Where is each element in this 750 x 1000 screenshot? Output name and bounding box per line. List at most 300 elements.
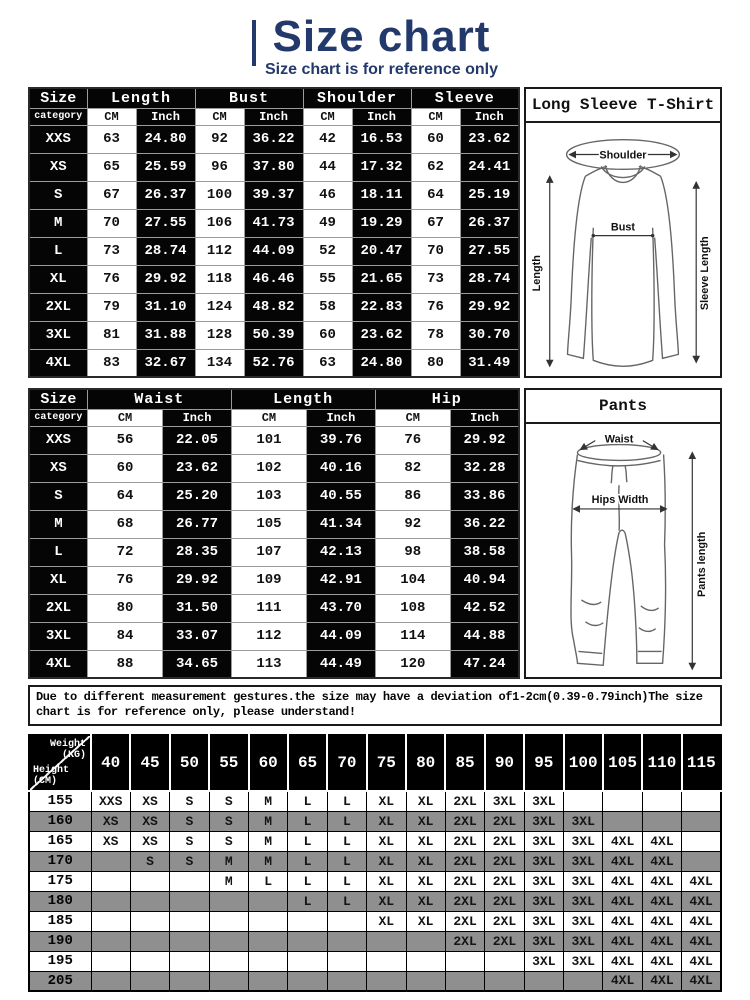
pants-cm-value: 112 (231, 622, 306, 650)
pants-cm-value: 109 (231, 566, 306, 594)
matrix-cell-170-105: 4XL (603, 851, 642, 871)
shoulder-dim-label: Shoulder (599, 149, 647, 162)
matrix-cell-170-115 (682, 851, 721, 871)
weight-header-115: 115 (682, 735, 721, 791)
shirt-cm-value: 106 (195, 209, 244, 237)
matrix-cell-180-50 (170, 891, 209, 911)
note-line-2: chart is for reference only, please understand! (36, 705, 356, 719)
matrix-cell-175-95: 3XL (524, 871, 563, 891)
pants-cm-value: 98 (375, 538, 450, 566)
matrix-cell-190-105: 4XL (603, 931, 642, 951)
shirt-cm-value: 92 (195, 125, 244, 153)
pants-inch-value: 43.70 (307, 594, 375, 622)
matrix-cell-170-65: L (288, 851, 327, 871)
matrix-cell-205-90 (485, 971, 524, 991)
shirt-inch-value: 18.11 (352, 181, 411, 209)
shirt-size-label: L (29, 237, 87, 265)
matrix-cell-165-40: XS (91, 831, 130, 851)
shirt-inch-value: 24.80 (352, 349, 411, 377)
matrix-cell-205-70 (327, 971, 366, 991)
pants-inch-value: 34.65 (163, 650, 231, 678)
page-header (0, 0, 750, 87)
pants-inch-value: 28.35 (163, 538, 231, 566)
shirt-inch-value: 29.92 (136, 265, 195, 293)
shirt-size-label: XL (29, 265, 87, 293)
shirt-inch-value: 31.49 (460, 349, 519, 377)
matrix-cell-165-50: S (170, 831, 209, 851)
pants-cm-value: 56 (87, 426, 162, 454)
pants-cm-value: 92 (375, 510, 450, 538)
matrix-row-175 (29, 871, 721, 891)
matrix-cell-170-90: 2XL (485, 851, 524, 871)
matrix-cell-205-40 (91, 971, 130, 991)
pants-inch-value: 42.13 (307, 538, 375, 566)
shirt-cm-value: 58 (303, 293, 352, 321)
shirt-inch-value: 46.46 (244, 265, 303, 293)
matrix-cell-195-70 (327, 951, 366, 971)
matrix-cell-170-70: L (327, 851, 366, 871)
shirt-size-label: M (29, 209, 87, 237)
shirt-cm-value: 124 (195, 293, 244, 321)
matrix-cell-155-110 (642, 791, 681, 811)
shirt-size-label: S (29, 181, 87, 209)
matrix-cell-190-40 (91, 931, 130, 951)
matrix-cell-195-95: 3XL (524, 951, 563, 971)
shirt-cm-value: 60 (303, 321, 352, 349)
pants-inch-value: 40.55 (307, 482, 375, 510)
height-label-155: 155 (29, 791, 91, 811)
matrix-cell-165-70: L (327, 831, 366, 851)
shirt-inch-value: 21.65 (352, 265, 411, 293)
matrix-cell-160-55: S (209, 811, 248, 831)
pants-size-label: L (29, 538, 87, 566)
matrix-cell-160-110 (642, 811, 681, 831)
title-accent-bar (252, 20, 256, 66)
matrix-cell-205-60 (249, 971, 288, 991)
weight-header-70: 70 (327, 735, 366, 791)
matrix-cell-205-110: 4XL (642, 971, 681, 991)
pants-unit-inch-1: Inch (307, 409, 375, 426)
shirt-inch-value: 37.80 (244, 153, 303, 181)
matrix-cell-155-75: XL (367, 791, 406, 811)
pants-size-label: M (29, 510, 87, 538)
pants-inch-value: 44.49 (307, 650, 375, 678)
pants-cm-value: 88 (87, 650, 162, 678)
matrix-cell-170-40 (91, 851, 130, 871)
shirt-cm-value: 46 (303, 181, 352, 209)
matrix-cell-180-90: 2XL (485, 891, 524, 911)
matrix-cell-165-95: 3XL (524, 831, 563, 851)
matrix-cell-175-115: 4XL (682, 871, 721, 891)
matrix-cell-180-45 (130, 891, 169, 911)
shirt-inch-value: 24.80 (136, 125, 195, 153)
pants-unit-cm-0: CM (87, 409, 162, 426)
matrix-cell-195-55 (209, 951, 248, 971)
pants-inch-value: 47.24 (451, 650, 519, 678)
matrix-cell-195-80 (406, 951, 445, 971)
pants-inch-value: 41.34 (307, 510, 375, 538)
matrix-cell-190-55 (209, 931, 248, 951)
shirt-size-label: XS (29, 153, 87, 181)
matrix-cell-165-65: L (288, 831, 327, 851)
shirt-inch-value: 22.83 (352, 293, 411, 321)
matrix-cell-180-115: 4XL (682, 891, 721, 911)
matrix-cell-190-60 (249, 931, 288, 951)
weight-header-40: 40 (91, 735, 130, 791)
pants-section (28, 388, 722, 679)
matrix-row-180 (29, 891, 721, 911)
matrix-cell-185-110: 4XL (642, 911, 681, 931)
shirt-cm-value: 70 (87, 209, 136, 237)
pants-inch-value: 33.07 (163, 622, 231, 650)
matrix-cell-205-100 (564, 971, 603, 991)
matrix-cell-170-55: M (209, 851, 248, 871)
matrix-cell-195-45 (130, 951, 169, 971)
shirt-inch-value: 48.82 (244, 293, 303, 321)
matrix-cell-195-40 (91, 951, 130, 971)
pants-inch-value: 39.76 (307, 426, 375, 454)
shirt-inch-value: 17.32 (352, 153, 411, 181)
long-sleeve-tshirt-figure (526, 123, 720, 376)
matrix-cell-170-60: M (249, 851, 288, 871)
pants-inch-value: 29.92 (163, 566, 231, 594)
shirt-inch-value: 26.37 (460, 209, 519, 237)
matrix-cell-175-50 (170, 871, 209, 891)
shirt-inch-value: 39.37 (244, 181, 303, 209)
matrix-cell-170-75: XL (367, 851, 406, 871)
matrix-cell-185-40 (91, 911, 130, 931)
pants-cm-value: 113 (231, 650, 306, 678)
matrix-cell-160-75: XL (367, 811, 406, 831)
matrix-cell-175-55: M (209, 871, 248, 891)
matrix-cell-205-105: 4XL (603, 971, 642, 991)
matrix-cell-175-80: XL (406, 871, 445, 891)
matrix-cell-180-105: 4XL (603, 891, 642, 911)
shirt-cm-value: 63 (303, 349, 352, 377)
shirt-cm-value: 60 (411, 125, 460, 153)
matrix-cell-160-65: L (288, 811, 327, 831)
matrix-cell-190-75 (367, 931, 406, 951)
shirt-unit-cm-1: CM (195, 108, 244, 125)
shirt-inch-value: 27.55 (460, 237, 519, 265)
pants-figure (526, 424, 720, 677)
weight-header-55: 55 (209, 735, 248, 791)
shirt-unit-inch-0: Inch (136, 108, 195, 125)
matrix-cell-175-100: 3XL (564, 871, 603, 891)
matrix-cell-165-80: XL (406, 831, 445, 851)
pants-corner-category: category (29, 409, 87, 426)
matrix-cell-160-85: 2XL (445, 811, 484, 831)
pants-group-waist: Waist (87, 389, 231, 409)
matrix-cell-185-95: 3XL (524, 911, 563, 931)
pants-cm-value: 108 (375, 594, 450, 622)
matrix-cell-190-50 (170, 931, 209, 951)
matrix-cell-205-115: 4XL (682, 971, 721, 991)
height-weight-matrix (28, 734, 722, 992)
matrix-cell-195-110: 4XL (642, 951, 681, 971)
matrix-cell-165-55: S (209, 831, 248, 851)
matrix-cell-190-80 (406, 931, 445, 951)
shirt-unit-cm-3: CM (411, 108, 460, 125)
shirt-cm-value: 67 (87, 181, 136, 209)
matrix-cell-205-85 (445, 971, 484, 991)
matrix-cell-160-60: M (249, 811, 288, 831)
pants-inch-value: 33.86 (451, 482, 519, 510)
pants-inch-value: 29.92 (451, 426, 519, 454)
pants-cm-value: 107 (231, 538, 306, 566)
pants-cm-value: 76 (87, 566, 162, 594)
weight-axis-label: Weight (KG) (49, 739, 86, 761)
matrix-corner-cell (29, 735, 91, 791)
matrix-cell-190-65 (288, 931, 327, 951)
weight-header-60: 60 (249, 735, 288, 791)
pants-cm-value: 72 (87, 538, 162, 566)
shirt-inch-value: 23.62 (460, 125, 519, 153)
pants-cm-value: 60 (87, 454, 162, 482)
pants-cm-value: 76 (375, 426, 450, 454)
matrix-cell-155-115 (682, 791, 721, 811)
shirt-inch-value: 27.55 (136, 209, 195, 237)
matrix-cell-185-75: XL (367, 911, 406, 931)
matrix-cell-175-75: XL (367, 871, 406, 891)
matrix-cell-185-60 (249, 911, 288, 931)
matrix-cell-195-85 (445, 951, 484, 971)
matrix-cell-205-95 (524, 971, 563, 991)
shirt-diagram (526, 123, 720, 376)
matrix-cell-160-40: XS (91, 811, 130, 831)
matrix-cell-190-85: 2XL (445, 931, 484, 951)
matrix-cell-165-85: 2XL (445, 831, 484, 851)
matrix-cell-180-75: XL (367, 891, 406, 911)
matrix-cell-155-50: S (170, 791, 209, 811)
matrix-cell-185-105: 4XL (603, 911, 642, 931)
shirt-panel (524, 87, 722, 378)
shirt-inch-value: 20.47 (352, 237, 411, 265)
shirt-cm-value: 79 (87, 293, 136, 321)
shirt-group-bust: Bust (195, 88, 303, 108)
pants-inch-value: 44.88 (451, 622, 519, 650)
matrix-cell-160-95: 3XL (524, 811, 563, 831)
shirt-inch-value: 50.39 (244, 321, 303, 349)
pants-unit-cm-2: CM (375, 409, 450, 426)
matrix-cell-195-105: 4XL (603, 951, 642, 971)
matrix-cell-180-85: 2XL (445, 891, 484, 911)
matrix-row-185 (29, 911, 721, 931)
pants-size-label: XS (29, 454, 87, 482)
matrix-cell-190-115: 4XL (682, 931, 721, 951)
shirt-cm-value: 67 (411, 209, 460, 237)
pants-unit-inch-0: Inch (163, 409, 231, 426)
shirt-inch-value: 31.88 (136, 321, 195, 349)
matrix-cell-180-100: 3XL (564, 891, 603, 911)
shirt-cm-value: 49 (303, 209, 352, 237)
matrix-cell-165-115 (682, 831, 721, 851)
pants-cm-value: 101 (231, 426, 306, 454)
shirt-inch-value: 36.22 (244, 125, 303, 153)
pants-inch-value: 22.05 (163, 426, 231, 454)
pants-group-hip: Hip (375, 389, 519, 409)
matrix-cell-190-110: 4XL (642, 931, 681, 951)
shirt-section (28, 87, 722, 378)
shirt-inch-value: 24.41 (460, 153, 519, 181)
pants-diagram (526, 424, 720, 677)
shirt-cm-value: 44 (303, 153, 352, 181)
matrix-cell-155-70: L (327, 791, 366, 811)
shirt-inch-value: 28.74 (460, 265, 519, 293)
pants-unit-cm-1: CM (231, 409, 306, 426)
shirt-cm-value: 55 (303, 265, 352, 293)
shirt-cm-value: 76 (87, 265, 136, 293)
shirt-inch-value: 41.73 (244, 209, 303, 237)
shirt-cm-value: 65 (87, 153, 136, 181)
height-label-160: 160 (29, 811, 91, 831)
pants-size-label: 4XL (29, 650, 87, 678)
height-axis-label: Height (CM) (33, 765, 70, 787)
matrix-cell-155-100 (564, 791, 603, 811)
matrix-cell-180-110: 4XL (642, 891, 681, 911)
matrix-cell-185-80: XL (406, 911, 445, 931)
matrix-cell-185-65 (288, 911, 327, 931)
hips-width-dim-label: Hips Width (591, 493, 649, 506)
pants-cm-value: 68 (87, 510, 162, 538)
height-label-175: 175 (29, 871, 91, 891)
matrix-cell-155-45: XS (130, 791, 169, 811)
pants-inch-value: 42.52 (451, 594, 519, 622)
pants-size-label: XXS (29, 426, 87, 454)
shirt-size-label: 3XL (29, 321, 87, 349)
weight-header-85: 85 (445, 735, 484, 791)
matrix-cell-180-95: 3XL (524, 891, 563, 911)
bust-dim-label: Bust (610, 221, 636, 234)
shirt-inch-value: 29.92 (460, 293, 519, 321)
matrix-cell-205-80 (406, 971, 445, 991)
pants-size-label: 2XL (29, 594, 87, 622)
pants-group-length: Length (231, 389, 375, 409)
matrix-cell-180-65: L (288, 891, 327, 911)
matrix-cell-155-90: 3XL (485, 791, 524, 811)
pants-inch-value: 38.58 (451, 538, 519, 566)
pants-unit-inch-2: Inch (451, 409, 519, 426)
shirt-cm-value: 73 (411, 265, 460, 293)
note-line-1: Due to different measurement gestures.the size may have a deviation of1-2cm(0.39-0.79inch)The size (36, 690, 703, 704)
shirt-group-sleeve: Sleeve (411, 88, 519, 108)
shirt-cm-value: 63 (87, 125, 136, 153)
matrix-cell-155-65: L (288, 791, 327, 811)
matrix-cell-165-90: 2XL (485, 831, 524, 851)
shirt-size-table (28, 87, 520, 378)
pants-inch-value: 32.28 (451, 454, 519, 482)
matrix-cell-170-80: XL (406, 851, 445, 871)
matrix-cell-195-65 (288, 951, 327, 971)
length-dim-label: Length (530, 255, 543, 292)
matrix-cell-155-85: 2XL (445, 791, 484, 811)
weight-header-50: 50 (170, 735, 209, 791)
matrix-row-195 (29, 951, 721, 971)
shirt-size-label: XXS (29, 125, 87, 153)
weight-header-90: 90 (485, 735, 524, 791)
shirt-group-shoulder: Shoulder (303, 88, 411, 108)
shirt-cm-value: 73 (87, 237, 136, 265)
shirt-inch-value: 25.19 (460, 181, 519, 209)
pants-inch-value: 42.91 (307, 566, 375, 594)
shirt-inch-value: 26.37 (136, 181, 195, 209)
matrix-cell-205-55 (209, 971, 248, 991)
pants-cm-value: 102 (231, 454, 306, 482)
height-label-190: 190 (29, 931, 91, 951)
matrix-cell-175-70: L (327, 871, 366, 891)
shirt-panel-title: Long Sleeve T-Shirt (526, 89, 720, 123)
shirt-inch-value: 19.29 (352, 209, 411, 237)
matrix-cell-175-90: 2XL (485, 871, 524, 891)
matrix-cell-160-45: XS (130, 811, 169, 831)
shirt-inch-value: 25.59 (136, 153, 195, 181)
matrix-cell-165-100: 3XL (564, 831, 603, 851)
pants-corner-size: Size (29, 389, 87, 409)
height-label-170: 170 (29, 851, 91, 871)
shirt-unit-inch-1: Inch (244, 108, 303, 125)
shirt-group-length: Length (87, 88, 195, 108)
matrix-cell-165-110: 4XL (642, 831, 681, 851)
pants-cm-value: 120 (375, 650, 450, 678)
shirt-cm-value: 76 (411, 293, 460, 321)
matrix-cell-195-75 (367, 951, 406, 971)
waist-dim-label: Waist (604, 433, 634, 446)
matrix-cell-155-95: 3XL (524, 791, 563, 811)
pants-inch-value: 23.62 (163, 454, 231, 482)
weight-header-75: 75 (367, 735, 406, 791)
pants-inch-value: 44.09 (307, 622, 375, 650)
weight-header-80: 80 (406, 735, 445, 791)
pants-size-label: S (29, 482, 87, 510)
matrix-cell-170-100: 3XL (564, 851, 603, 871)
matrix-cell-185-115: 4XL (682, 911, 721, 931)
weight-header-65: 65 (288, 735, 327, 791)
matrix-cell-185-55 (209, 911, 248, 931)
matrix-cell-155-105 (603, 791, 642, 811)
matrix-row-205 (29, 971, 721, 991)
matrix-cell-165-105: 4XL (603, 831, 642, 851)
shirt-inch-value: 32.67 (136, 349, 195, 377)
matrix-cell-160-100: 3XL (564, 811, 603, 831)
matrix-cell-185-45 (130, 911, 169, 931)
matrix-cell-175-85: 2XL (445, 871, 484, 891)
matrix-cell-155-55: S (209, 791, 248, 811)
pants-panel (524, 388, 722, 679)
pants-cm-value: 111 (231, 594, 306, 622)
height-label-205: 205 (29, 971, 91, 991)
matrix-cell-175-105: 4XL (603, 871, 642, 891)
shirt-corner-size: Size (29, 88, 87, 108)
matrix-cell-155-40: XXS (91, 791, 130, 811)
shirt-unit-cm-2: CM (303, 108, 352, 125)
matrix-cell-175-40 (91, 871, 130, 891)
shirt-cm-value: 52 (303, 237, 352, 265)
pants-cm-value: 82 (375, 454, 450, 482)
matrix-cell-205-50 (170, 971, 209, 991)
matrix-cell-160-90: 2XL (485, 811, 524, 831)
height-label-165: 165 (29, 831, 91, 851)
pants-inch-value: 36.22 (451, 510, 519, 538)
matrix-cell-180-60 (249, 891, 288, 911)
matrix-cell-170-45: S (130, 851, 169, 871)
pants-cm-value: 114 (375, 622, 450, 650)
pants-inch-value: 31.50 (163, 594, 231, 622)
shirt-cm-value: 81 (87, 321, 136, 349)
pants-inch-value: 25.20 (163, 482, 231, 510)
pants-size-table (28, 388, 520, 679)
page-title: Size chart (272, 12, 491, 61)
weight-header-45: 45 (130, 735, 169, 791)
